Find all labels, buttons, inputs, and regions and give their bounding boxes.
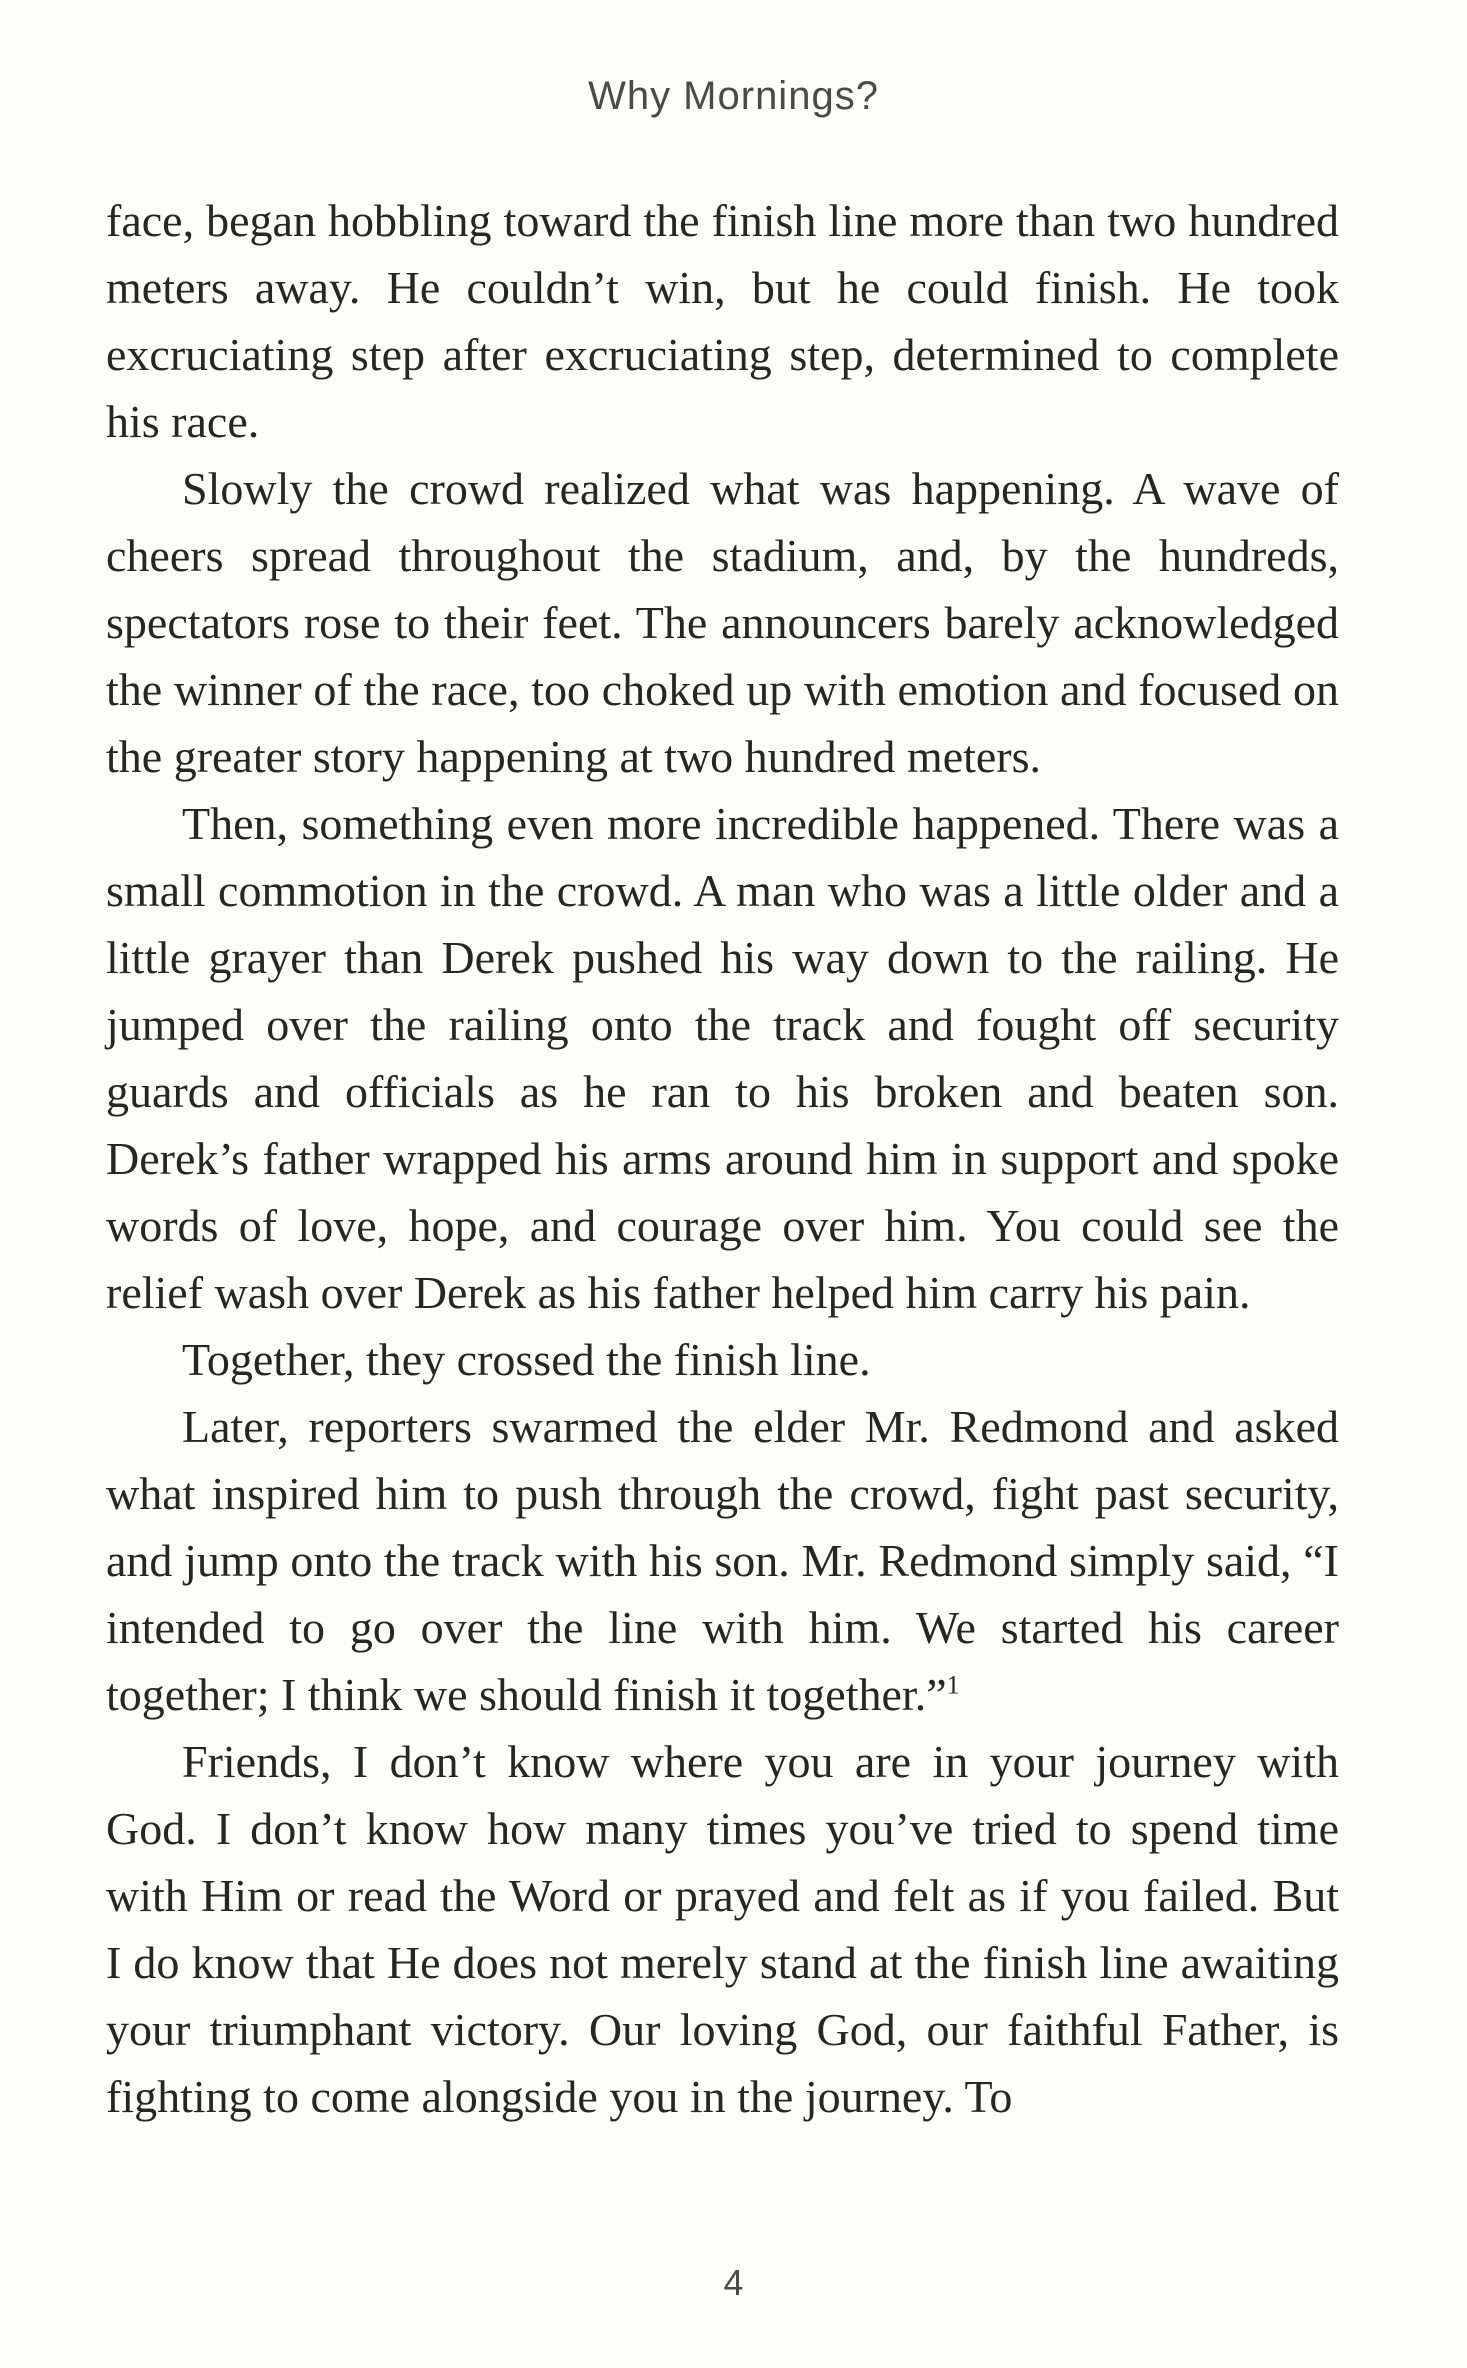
paragraph-text: Together, they crossed the finish line. (182, 1334, 871, 1385)
paragraph-text: Slowly the crowd realized what was happening. A wave of cheers spread throughout the stadium, and, by the hundreds, spectators rose to their feet. The announcers barely acknowledged the winner of the race, too choked up with emotion and focused on the greater story happening at two hundred meters. (106, 463, 1339, 782)
running-head: Why Mornings? (588, 74, 879, 118)
page-number: 4 (723, 2262, 744, 2303)
paragraph (106, 1326, 1339, 1393)
paragraph (106, 790, 1339, 1326)
paragraph-text: Later, reporters swarmed the elder Mr. Redmond and asked what inspired him to push through the crowd, fight past security, and jump onto the track with his son. Mr. Redmond simply said, “I intended to go over the line with him. We started his career together; I think we should finish it together.” (106, 1401, 1339, 1720)
paragraph (106, 1393, 1339, 1728)
footnote-reference[interactable]: 1 (946, 1670, 960, 1700)
paragraph-text: Then, something even more incredible happened. There was a small commotion in the crowd. A man who was a little older and a little grayer than Derek pushed his way down to the railing. He jumped over the railing onto the track and fought off security guards and officials as he ran to his broken and beaten son. Derek’s father wrapped his arms around him in support and spoke words of love, hope, and courage over him. You could see the relief wash over Derek as his father helped him carry his pain. (106, 798, 1339, 1318)
body-text (106, 187, 1339, 2130)
paragraph (106, 455, 1339, 790)
paragraph-text: face, began hobbling toward the finish line more than two hundred meters away. He couldn’t win, but he could finish. He took excruciating step after excruciating step, determined to complete his race. (106, 195, 1339, 447)
paragraph-text: Friends, I don’t know where you are in your journey with God. I don’t know how many times you’ve tried to spend time with Him or read the Word or prayed and felt as if you failed. But I do know that He does not merely stand at the finish line awaiting your triumphant victory. Our loving God, our faithful Father, is fighting to come alongside you in the journey. To (106, 1736, 1339, 2122)
paragraph (106, 1728, 1339, 2130)
paragraph (106, 187, 1339, 455)
